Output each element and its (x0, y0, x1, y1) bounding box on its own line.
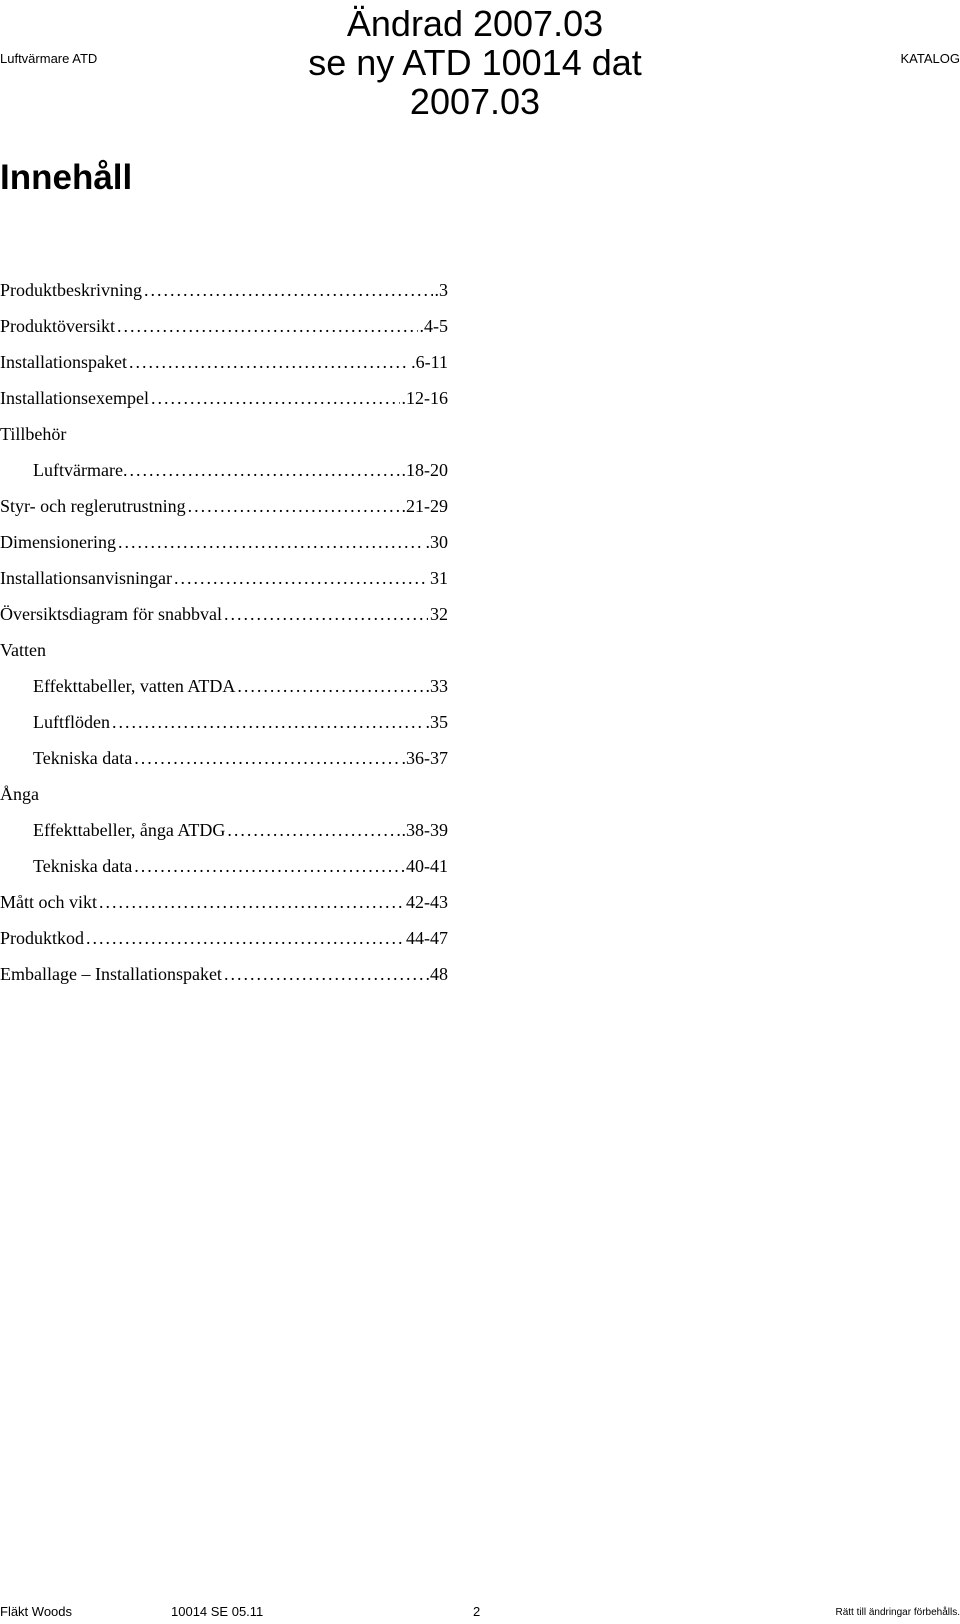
toc-dot-leader (224, 956, 424, 992)
toc-entry-page: .4-5 (419, 316, 448, 336)
header-document-type: KATALOG (900, 51, 960, 66)
toc-entry (0, 272, 448, 308)
toc-entry-page: .48 (425, 964, 448, 984)
toc-entry-page: .30 (425, 532, 448, 552)
toc-entry-label: Översiktsdiagram för snabbval (0, 604, 222, 624)
toc-dot-leader (129, 344, 409, 380)
toc-entry-label: Ånga (0, 784, 39, 804)
toc-dot-leader (144, 272, 433, 308)
toc-entry (0, 920, 448, 956)
toc-entry (0, 776, 448, 812)
toc-entry-label: Emballage – Installationspaket (0, 964, 222, 984)
toc-entry-page: .33 (425, 676, 448, 696)
toc-entry-page: 31 (430, 568, 448, 588)
toc-entry (0, 956, 448, 992)
toc-dot-leader (227, 812, 399, 848)
toc-entry-label: Luftvärmare. (33, 460, 128, 480)
toc-entry (0, 884, 448, 920)
toc-entry-label: Styr- och reglerutrustning (0, 496, 186, 516)
toc-entry-page: 32 (430, 604, 448, 624)
toc-entry-page: 40-41 (406, 856, 448, 876)
toc-dot-leader (134, 848, 404, 884)
toc-entry-page: .21-29 (401, 496, 448, 516)
footer-page-number: 2 (473, 1604, 481, 1619)
toc-dot-leader (99, 884, 404, 920)
toc-entry-label: Produktkod (0, 928, 85, 948)
toc-entry-page: .12-16 (401, 388, 448, 408)
toc-dot-leader (118, 524, 424, 560)
toc-entry (0, 560, 448, 596)
toc-entry-page: 42-43 (406, 892, 448, 912)
revision-notice (240, 4, 710, 121)
toc-entry (0, 452, 448, 488)
toc-dot-leader (112, 704, 424, 740)
toc-entry-label: Installationsanvisningar (0, 568, 172, 588)
toc-dot-leader (188, 488, 400, 524)
toc-entry-label: Tekniska data (33, 748, 133, 768)
toc-entry (0, 524, 448, 560)
toc-entry-page: .36-37 (401, 748, 448, 768)
toc-entry-label: Effekttabeller, vatten ATDA (33, 676, 236, 696)
toc-entry-label: Tekniska data (33, 856, 133, 876)
footer-document-number: 10014 SE 05.11 (171, 1604, 264, 1619)
toc-dot-leader (224, 596, 428, 632)
toc-entry (0, 344, 448, 380)
toc-entry (0, 488, 448, 524)
toc-entry (0, 812, 448, 848)
toc-dot-leader (117, 308, 418, 344)
footer-brand: Fläkt Woods (0, 1604, 73, 1619)
revision-notice-line-2: se ny ATD 10014 dat 2007.03 (308, 42, 642, 122)
toc-entry-page: .6-11 (411, 352, 448, 372)
page-title: Innehåll (0, 158, 133, 197)
toc-entry (0, 596, 448, 632)
footer-disclaimer: Rätt till ändringar förbehålls. (835, 1607, 960, 1618)
toc-dot-leader (129, 452, 399, 488)
toc-dot-leader (151, 380, 400, 416)
toc-entry-page: .18-20 (401, 460, 448, 480)
toc-entry (0, 704, 448, 740)
toc-entry-page: .38-39 (401, 820, 448, 840)
toc-entry (0, 632, 448, 668)
toc-entry-label: Installationsexempel (0, 388, 149, 408)
toc-entry (0, 308, 448, 344)
toc-entry-label: Mått och vikt (0, 892, 97, 912)
toc-entry (0, 740, 448, 776)
toc-entry-label: Produktbeskrivning (0, 280, 142, 300)
toc-entry-label: Vatten (0, 640, 46, 660)
table-of-contents (0, 272, 448, 992)
toc-entry (0, 416, 448, 452)
toc-dot-leader (237, 668, 423, 704)
toc-entry-label: Produktöversikt (0, 316, 115, 336)
toc-entry (0, 848, 448, 884)
toc-entry-label: Tillbehör (0, 424, 67, 444)
toc-entry-label: Luftflöden (33, 712, 110, 732)
toc-entry-label: Installationspaket (0, 352, 127, 372)
toc-entry-label: Dimensionering (0, 532, 116, 552)
toc-entry-page: .35 (425, 712, 448, 732)
toc-dot-leader (86, 920, 404, 956)
toc-entry-page: 44-47 (406, 928, 448, 948)
toc-entry (0, 380, 448, 416)
toc-dot-leader (174, 560, 428, 596)
header-product-name: Luftvärmare ATD (0, 51, 98, 66)
revision-notice-line-1: Ändrad 2007.03 (346, 3, 604, 44)
toc-dot-leader (134, 740, 399, 776)
toc-entry (0, 668, 448, 704)
toc-entry-page: .3 (434, 280, 448, 300)
toc-entry-label: Effekttabeller, ånga ATDG (33, 820, 226, 840)
